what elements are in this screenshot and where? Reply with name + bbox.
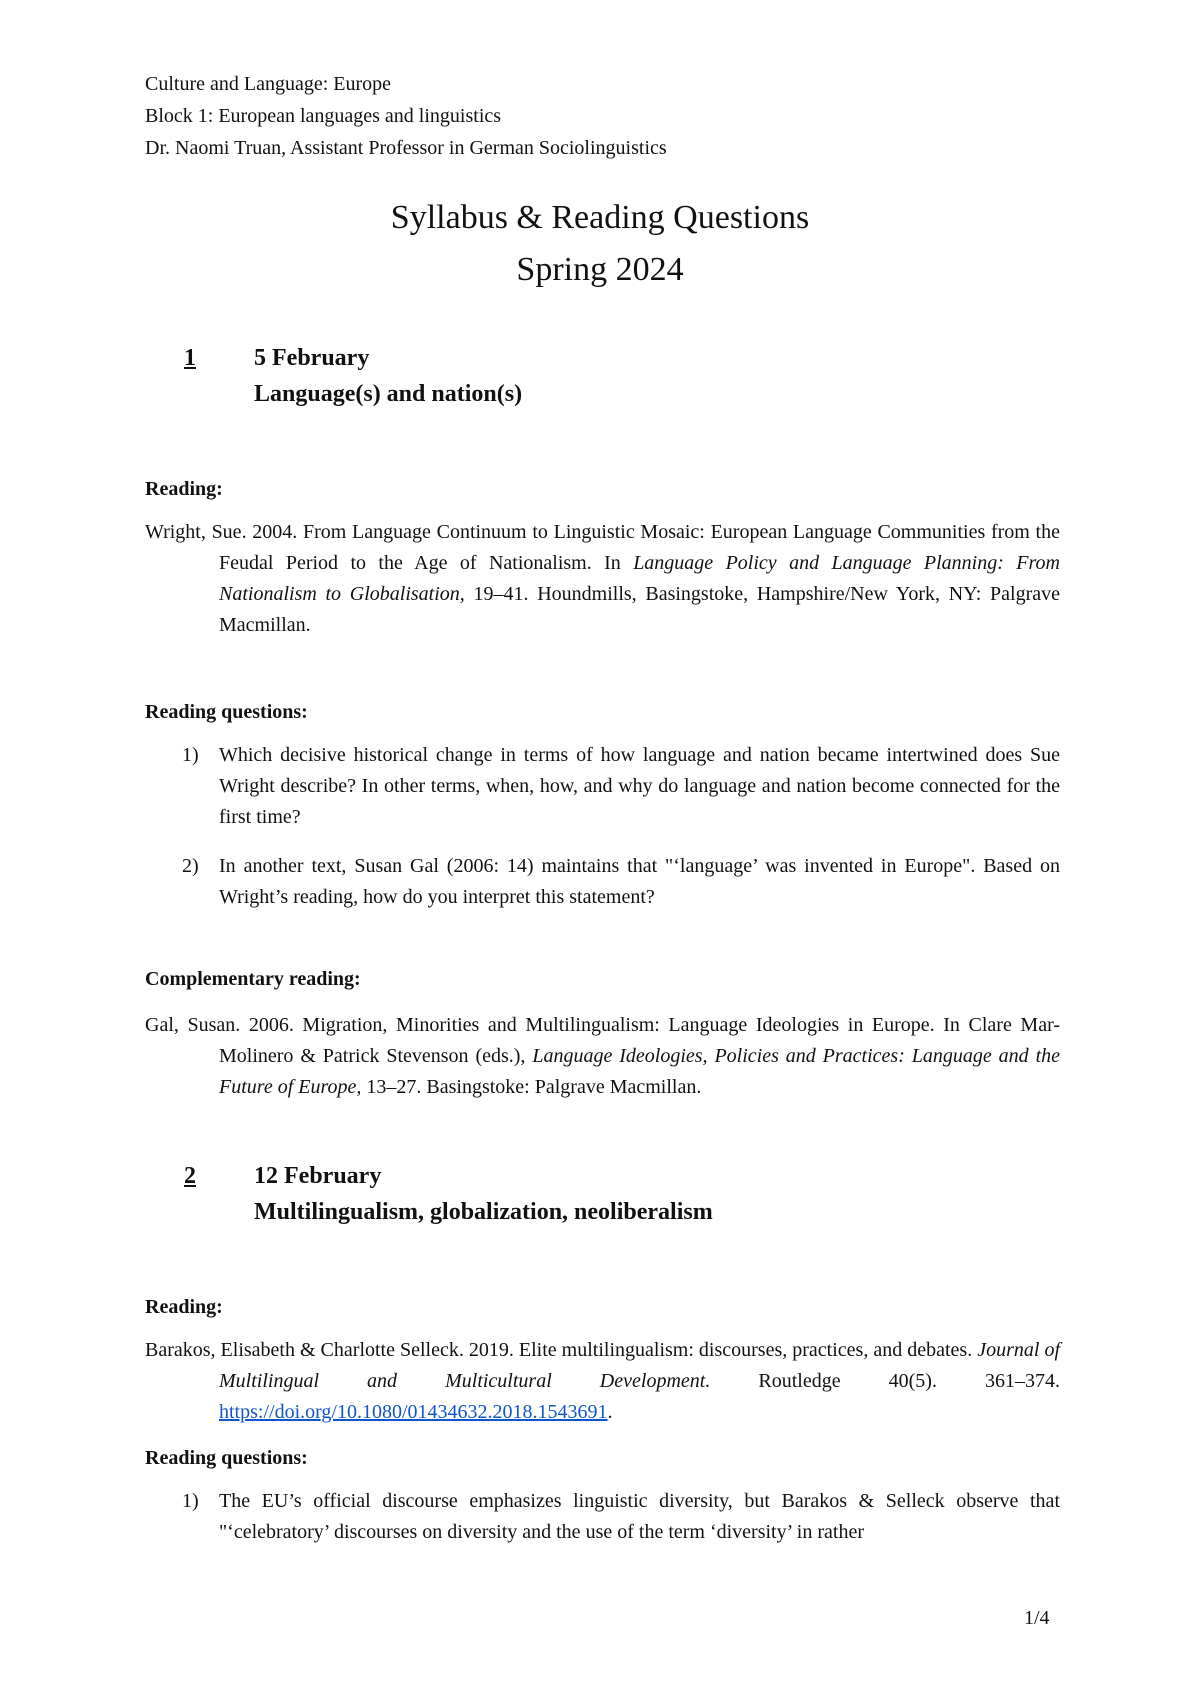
- doi-link[interactable]: https://doi.org/10.1080/01434632.2018.1543691: [219, 1401, 608, 1423]
- complementary-reading-label: Complementary reading:: [145, 968, 361, 990]
- document-subtitle: Spring 2024: [516, 251, 684, 288]
- reading-question: 1) The EU’s official discourse emphasizes linguistic diversity, but Barakos & Selleck observe that "‘celebratory’ discourses on diversity and the use of the term ‘diversity’ in rather: [182, 1490, 1060, 1543]
- reading-reference: Barakos, Elisabeth & Charlotte Selleck. 2019. Elite multilingualism: discourses, practices, and debates. Journal of Multilingual and Multicultural Development. Routledge 40(5). 361–374. https://doi.org/10.1080/01434632.2018.1543691.: [145, 1339, 1061, 1423]
- course-title: Culture and Language: Europe: [145, 73, 392, 95]
- session-number: 1: [184, 345, 196, 371]
- session-topic: Language(s) and nation(s): [254, 381, 523, 407]
- reading-questions-label: Reading questions:: [145, 701, 308, 723]
- complementary-reference: Gal, Susan. 2006. Migration, Minorities and Multilingualism: Language Ideologies in Europe. In Clare Mar-Molinero & Patrick Stevenson (eds.), Language Ideologies, Policies and Practices: Language and the Future of Europe, 13–27. Basingstoke: Palgrave Macmillan.: [145, 1014, 1060, 1098]
- session-date: 5 February: [254, 345, 370, 371]
- reading-questions-label: Reading questions:: [145, 1447, 308, 1469]
- session-number: 2: [184, 1163, 196, 1189]
- instructor-line: Dr. Naomi Truan, Assistant Professor in German Sociolinguistics: [145, 137, 667, 159]
- reading-label: Reading:: [145, 478, 223, 500]
- reading-reference: Wright, Sue. 2004. From Language Continuum to Linguistic Mosaic: European Language Communities from the Feudal Period to the Age of Nationalism. In Language Policy and Language Planning: From Nationalism to Globalisation, 19–41. Houndmills, Basingstoke, Hampshire/New York, NY: Palgrave Macmillan.: [145, 521, 1060, 636]
- page-number: 1/4: [1024, 1607, 1050, 1629]
- reading-question: 2) In another text, Susan Gal (2006: 14) maintains that "‘language’ was invented in Europe". Based on Wright’s reading, how do you interpret this statement?: [182, 855, 1060, 908]
- session-topic: Multilingualism, globalization, neoliberalism: [254, 1199, 713, 1225]
- document-title: Syllabus & Reading Questions: [390, 199, 810, 236]
- block-title: Block 1: European languages and linguistics: [145, 105, 502, 127]
- reading-question: 1) Which decisive historical change in terms of how language and nation became intertwined does Sue Wright describe? In other terms, when, how, and why do language and nation become connected for the first time?: [182, 744, 1060, 828]
- session-date: 12 February: [254, 1163, 382, 1189]
- reading-label: Reading:: [145, 1296, 223, 1318]
